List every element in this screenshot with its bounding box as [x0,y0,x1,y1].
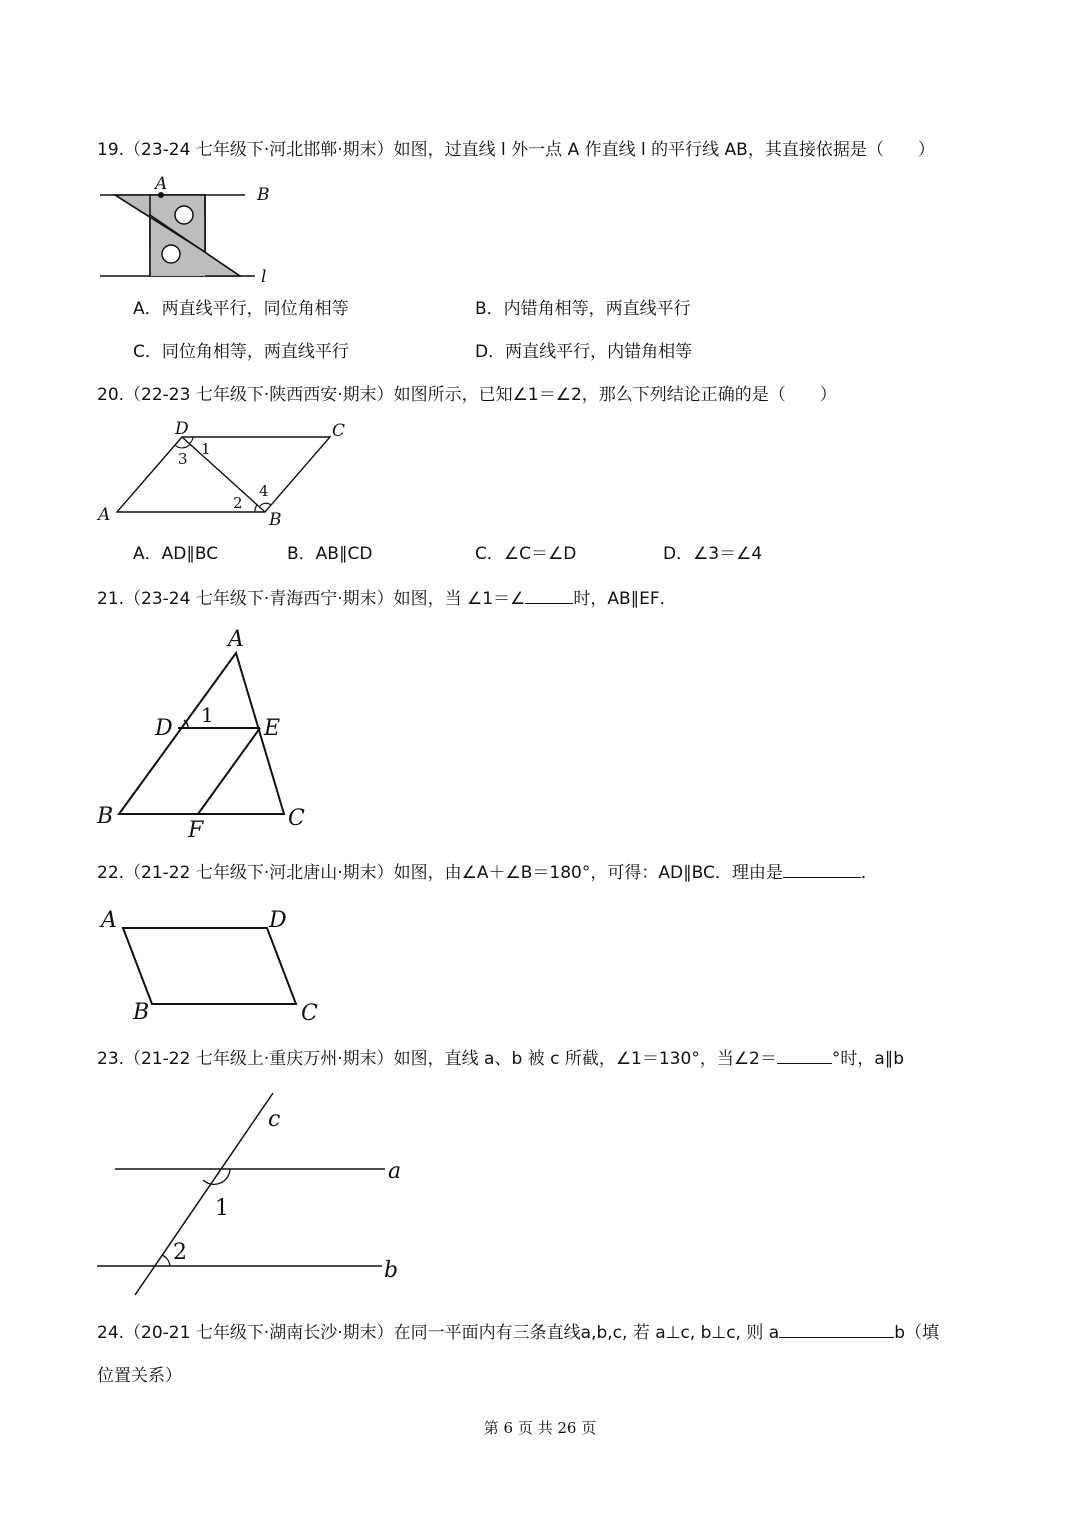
q20-option-a[interactable]: A．AD∥BC [133,544,219,564]
fig20-angle-1: 1 [201,440,211,458]
figure-19-set-square [95,170,285,288]
q20-option-d[interactable]: D．∠3＝∠4 [663,544,763,564]
figure-20-parallelogram [95,415,360,530]
q19-option-a[interactable]: A．两直线平行，同位角相等 [133,299,349,319]
q21-text-before: 21.（23-24 七年级下·青海西宁·期末）如图，当 ∠1＝∠ [97,589,526,609]
q19-option-c[interactable]: C．同位角相等，两直线平行 [133,342,349,362]
question-24-stem-line2: 位置关系） [97,1366,182,1386]
fig23-angle-2: 2 [173,1240,187,1265]
fig22-label-B: B [133,1000,150,1025]
fig20-angle-2: 2 [233,494,243,512]
q22-text-after: ． [860,863,878,883]
q19-option-d[interactable]: D．两直线平行，内错角相等 [475,342,693,362]
fig22-label-C: C [301,1001,318,1025]
q20-option-b[interactable]: B．AB∥CD [287,544,373,564]
fig19-label-A: A [155,174,168,194]
fig21-angle-1: 1 [201,703,214,727]
fig21-label-B: B [97,804,114,829]
fig23-label-a: a [388,1159,402,1184]
fig19-label-l: l [261,267,267,287]
q19-option-b[interactable]: B．内错角相等，两直线平行 [475,299,691,319]
question-24-stem-line1 [97,1320,939,1345]
fig21-label-F: F [188,818,204,843]
question-22-stem [97,860,878,885]
fig22-label-A: A [101,908,117,933]
fig23-label-b: b [384,1258,399,1283]
figure-21-triangle [92,620,322,845]
q21-text-after: 时，AB∥EF． [573,589,677,609]
q22-answer-blank[interactable] [783,860,861,878]
fig21-label-A: A [228,627,244,652]
q22-text-before: 22.（21-22 七年级下·河北唐山·期末）如图，由∠A＋∠B＝180°，可得：AD∥BC．理由是 [97,863,783,883]
question-20-stem: 20.（22-23 七年级下·陕西西安·期末）如图所示，已知∠1＝∠2，那么下列结论正确的是（ ） [97,385,837,405]
question-21-stem [97,586,677,611]
fig20-angle-3: 3 [178,450,188,468]
fig22-label-D: D [269,908,287,933]
page-footer: 第 6 页 共 26 页 [483,1419,597,1437]
q23-text-after: °时，a∥b [831,1049,905,1069]
figure-23-transversal [95,1085,415,1300]
q23-text-before: 23.（21-22 七年级上·重庆万州·期末）如图，直线 a、b 被 c 所截，∠1＝130°，当∠2＝ [97,1049,777,1069]
q21-answer-blank[interactable] [525,586,573,604]
fig23-angle-1: 1 [215,1196,229,1221]
fig21-label-C: C [288,806,305,831]
fig21-label-D: D [155,716,173,741]
q23-answer-blank[interactable] [777,1046,832,1064]
fig20-label-C: C [332,421,346,441]
q24-text-after: b（填 [894,1323,939,1343]
q24-text-before: 24.（20-21 七年级下·湖南长沙·期末）在同一平面内有三条直线a,b,c, 若 a⊥c, b⊥c, 则 a [97,1323,780,1343]
fig20-angle-4: 4 [259,482,269,500]
question-23-stem [97,1046,904,1071]
fig19-label-B: B [257,185,270,205]
fig23-label-c: c [268,1107,281,1132]
fig20-label-D: D [175,419,189,439]
q20-option-c[interactable]: C．∠C＝∠D [475,544,577,564]
fig21-label-E: E [264,716,281,741]
fig20-label-A: A [98,505,111,525]
question-19-stem: 19.（23-24 七年级下·河北邯郸·期末）如图，过直线 l 外一点 A 作直线 l 的平行线 AB，其直接依据是（ ） [97,140,935,160]
figure-22-quadrilateral [95,900,335,1025]
q24-answer-blank[interactable] [779,1320,894,1338]
fig20-label-B: B [269,510,282,530]
